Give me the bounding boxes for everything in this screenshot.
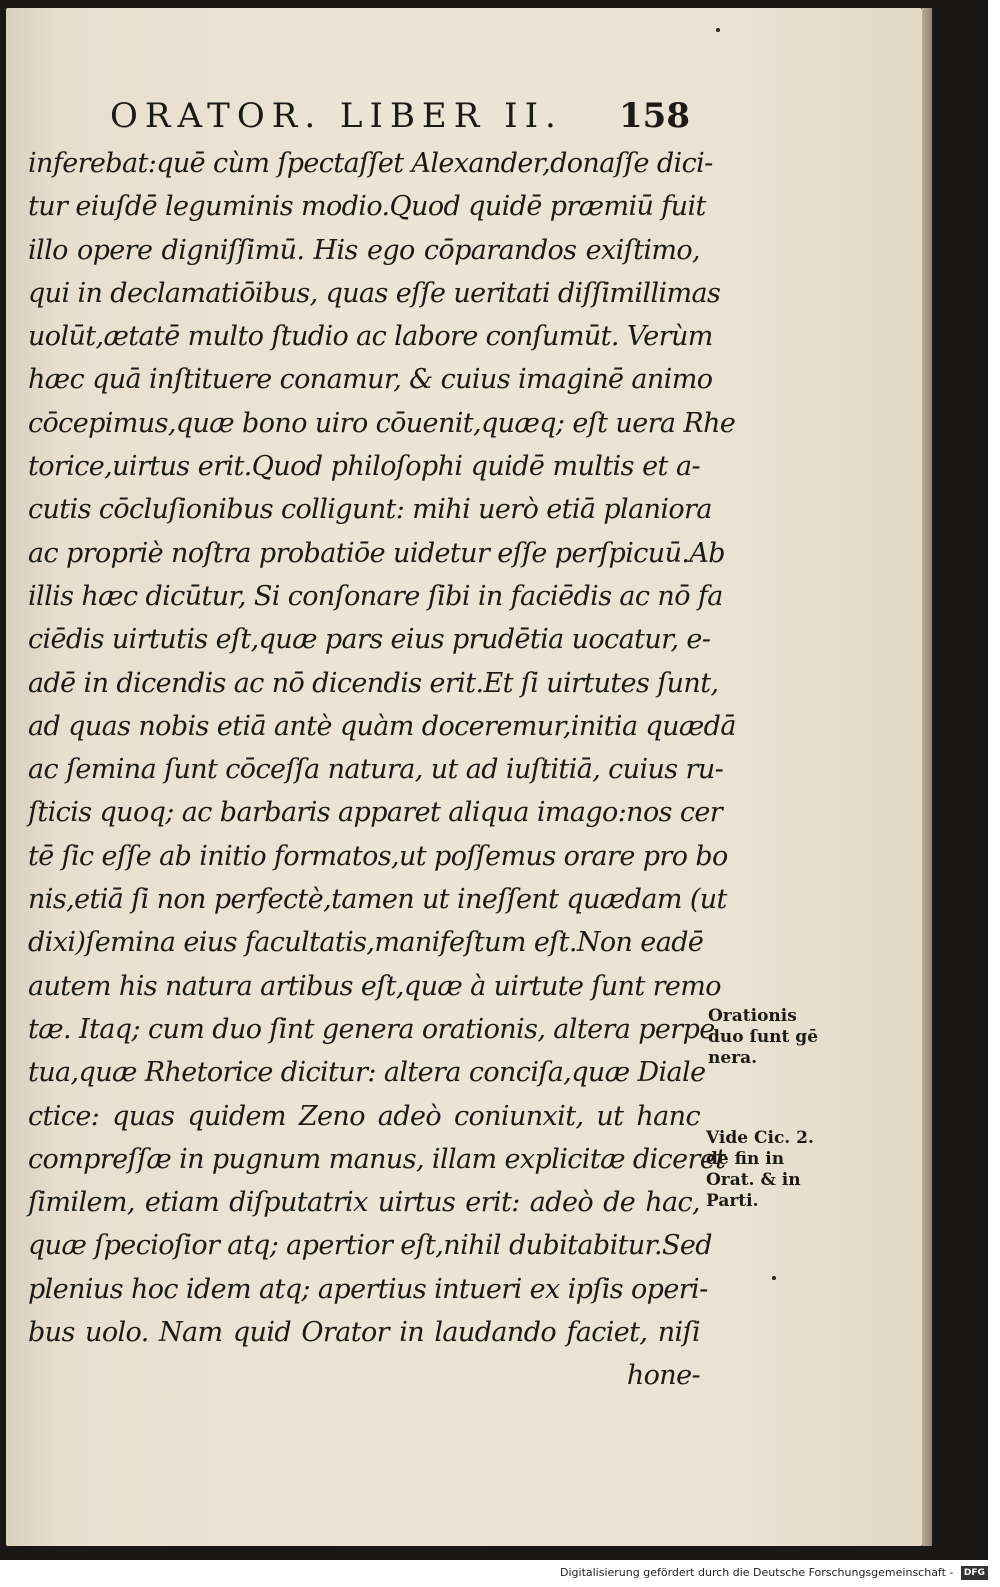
text-line: bus uolo. Nam quid Orator in laudando faciet, niſi [28,1317,700,1349]
text-line: cutis cōcluſionibus colligunt: mihi uerò etiā planiora [28,494,712,526]
text-line: cōcepimus,quæ bono uiro cōuenit,quæq; eſt uera Rhe [28,407,736,439]
text-line: tē ſic eſſe ab initio formatos,ut poſſemus orare pro bo [28,840,728,872]
text-line: ac ſemina ſunt cōceſſa natura, ut ad iuſtitiā, cuius ru- [28,754,724,786]
ink-speck [716,28,720,32]
text-line: ac propriè noſtra probatiōe uidetur eſſe perſpicuū.Ab [28,537,725,569]
text-line: nis,etiā ſi non perfectè,tamen ut ineſſent quædam (ut [28,884,727,916]
margin-note-line: Orationis [708,1006,797,1026]
text-line: ctice: quas quidem Zeno adeò coniunxit, ut hanc [28,1100,700,1132]
running-head: ORATOR. LIBER II. [110,96,563,136]
text-line: dixi)ſemina eius facultatis,manifeſtum eſt.Non eadē [28,927,704,959]
dfg-logo-icon: DFG [961,1566,988,1580]
text-line: inferebat:quē cùm ſpectaſſet Alexander,donaſſe dici- [28,148,713,179]
page-edge [922,8,932,1546]
digitization-credit [560,1566,985,1584]
text-line: ciēdis uirtutis eſt,quæ pars eius prudētia uocatur, e- [28,624,711,656]
margin-note-line: duo ſunt gē [708,1027,819,1047]
text-line: qui in declamatiōibus, quas eſſe ueritati diſſimillimas [28,277,721,309]
ink-speck [772,1276,776,1280]
margin-note-line: nera. [708,1048,758,1068]
text-line: illo opere digniſſimū. His ego cōparandos exiſtimo, [28,234,700,266]
text-line: ſticis quoq; ac barbaris apparet aliqua imago:nos cer [28,797,723,829]
margin-note [706,1128,836,1212]
margin-note-line: Parti. [706,1191,759,1211]
text-line: autem his natura artibus eſt,quæ à uirtute ſunt remo [28,970,721,1002]
text-line: ſimilem, etiam diſputatrix uirtus erit: adeò de hac, [28,1187,700,1219]
credit-text: Digitalisierung gefördert durch die Deutsche Forschungsgemeinschaft - [560,1566,954,1579]
text-line: hæc quā inſtituere conamur, & cuius imaginē animo [28,364,713,396]
text-line: illis hæc dicūtur, Si conſonare ſibi in faciēdis ac nō fa [28,580,723,612]
text-line: uolūt,ætatē multo ſtudio ac labore conſumūt. Verùm [28,321,713,353]
text-line: tæ. Itaq; cum duo ſint genera orationis, altera perpe [28,1013,715,1045]
text-line: compreſſæ in pugnum manus, illam explicitæ diceret [28,1143,726,1175]
margin-note-line: de fin in [706,1149,785,1169]
text-line: plenius hoc idem atq; apertius intueri ex ipſis operi- [28,1273,708,1305]
page-header [110,96,690,146]
text-line: tua,quæ Rhetorice dicitur: altera conciſa,quæ Diale [28,1057,706,1089]
margin-note-line: Vide Cic. 2. [706,1128,814,1148]
page-number: 158 [619,96,690,136]
text-line: torice,uirtus erit.Quod philoſophi quidē multis et a- [28,451,700,483]
catchword: hone- [626,1360,700,1392]
margin-note-line: Orat. & in [706,1170,801,1190]
text-line: quæ ſpecioſior atq; apertior eſt,nihil dubitabitur.Sed [28,1230,712,1262]
text-line: tur eiuſdē leguminis modio.Quod quidē præmiū fuit [28,191,706,223]
text-line: ad quas nobis etiā antè quàm doceremur,initia quædā [28,710,736,742]
text-line: adē in dicendis ac nō dicendis erit.Et ſi uirtutes ſunt, [28,667,719,699]
margin-note [708,1006,838,1069]
